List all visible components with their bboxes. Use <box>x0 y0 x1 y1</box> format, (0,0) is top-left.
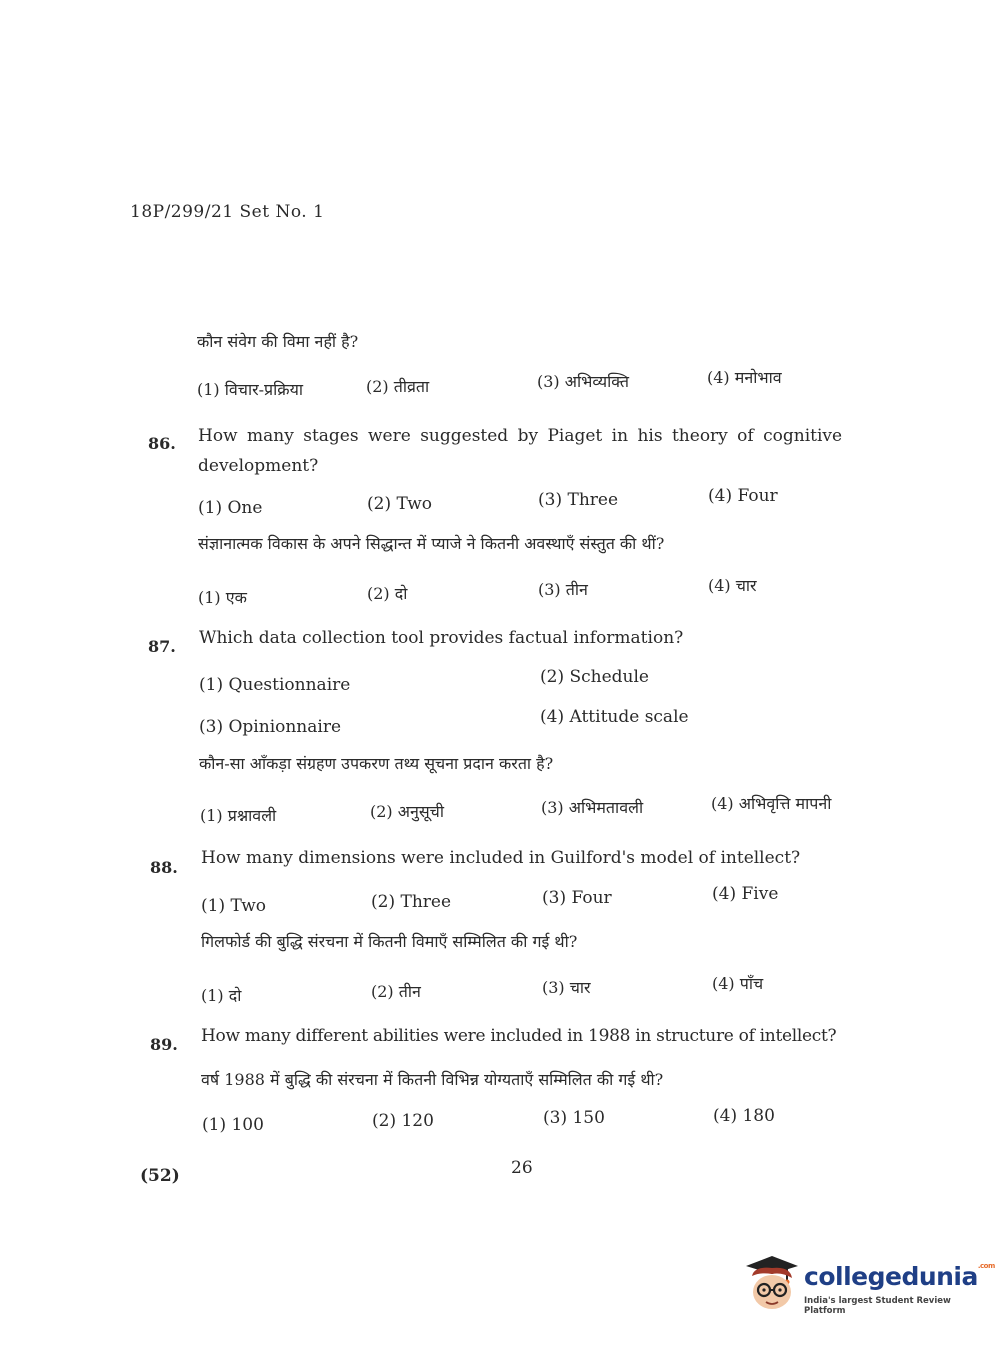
q88-hi-option-2: (2) तीन <box>371 982 421 1001</box>
q85-hi-option-2: (2) तीव्रता <box>366 377 430 396</box>
brand-tagline: India's largest Student Review Platform <box>804 1296 951 1316</box>
q86-hi-option-2: (2) दो <box>367 584 408 603</box>
q85-hi-option-4: (4) मनोभाव <box>707 368 782 387</box>
q86-hi-option-3: (3) तीन <box>538 580 588 599</box>
q86-option-4: (4) Four <box>708 486 778 506</box>
q87-hi-option-4: (4) अभिवृत्ति मापनी <box>711 794 832 813</box>
booklet-code: (52) <box>140 1166 180 1186</box>
q86-text-line1: How many stages were suggested by Piaget in his theory of cognitive <box>198 426 843 446</box>
collegedunia-watermark <box>742 1252 995 1322</box>
q88-hi-option-3: (3) चार <box>542 978 591 997</box>
q88-option-4: (4) Five <box>712 884 779 904</box>
q89-number: 89. <box>150 1035 178 1054</box>
q88-number: 88. <box>150 858 178 877</box>
q88-option-1: (1) Two <box>201 896 267 916</box>
q87-hi-option-3: (3) अभिमतावली <box>541 798 644 817</box>
q88-hindi-text: गिलफोर्ड की बुद्धि संरचना में कितनी विमाएँ सम्मिलित की गई थी? <box>201 932 578 951</box>
q89-option-1: (1) 100 <box>202 1115 264 1135</box>
q87-number: 87. <box>148 637 176 656</box>
q87-option-3: (3) Opinionnaire <box>199 717 342 737</box>
q89-option-4: (4) 180 <box>713 1106 775 1126</box>
q89-text: How many different abilities were included in 1988 in structure of intellect? <box>201 1026 837 1046</box>
q87-hindi-text: कौन-सा आँकड़ा संग्रहण उपकरण तथ्य सूचना प्रदान करता है? <box>199 754 554 773</box>
q86-text-line2: development? <box>198 456 319 476</box>
q88-text: How many dimensions were included in Guilford's model of intellect? <box>201 848 801 868</box>
q86-option-3: (3) Three <box>538 490 619 510</box>
mascot-icon <box>742 1252 802 1314</box>
q88-option-3: (3) Four <box>542 888 612 908</box>
q85-hi-option-3: (3) अभिव्यक्ति <box>537 372 629 391</box>
q88-option-2: (2) Three <box>371 892 452 912</box>
q87-option-1: (1) Questionnaire <box>199 675 351 695</box>
brand-suffix: .com <box>977 1262 995 1270</box>
q88-hi-option-4: (4) पाँच <box>712 974 764 993</box>
q87-option-2: (2) Schedule <box>540 667 649 687</box>
q86-hindi-text: संज्ञानात्मक विकास के अपने सिद्धान्त में प्याजे ने कितनी अवस्थाएँ संस्तुत की थीं? <box>198 534 665 553</box>
q89-hindi-text: वर्ष 1988 में बुद्धि की संरचना में कितनी विभिन्न योग्यताएँ सम्मिलित की गई थी? <box>201 1070 664 1089</box>
q86-hi-option-1: (1) एक <box>198 588 247 607</box>
q87-hi-option-1: (1) प्रश्नावली <box>200 806 277 825</box>
q88-hi-option-1: (1) दो <box>201 986 242 1005</box>
q85-hindi-text: कौन संवेग की विमा नहीं है? <box>197 332 359 351</box>
q89-option-2: (2) 120 <box>372 1111 434 1131</box>
brand-name-text: collegedunia <box>804 1262 978 1291</box>
q87-text: Which data collection tool provides factual information? <box>199 628 684 648</box>
brand-name <box>804 1262 995 1291</box>
q86-option-2: (2) Two <box>367 494 433 514</box>
q85-hi-option-1: (1) विचार-प्रक्रिया <box>197 380 304 399</box>
q87-option-4: (4) Attitude scale <box>540 707 689 727</box>
q86-option-1: (1) One <box>198 498 263 518</box>
paper-code: 18P/299/21 Set No. 1 <box>130 202 325 222</box>
q89-option-3: (3) 150 <box>543 1108 605 1128</box>
q87-hi-option-2: (2) अनुसूची <box>370 802 444 821</box>
q86-number: 86. <box>148 434 176 453</box>
q86-hi-option-4: (4) चार <box>708 576 757 595</box>
page-number: 26 <box>511 1158 533 1178</box>
